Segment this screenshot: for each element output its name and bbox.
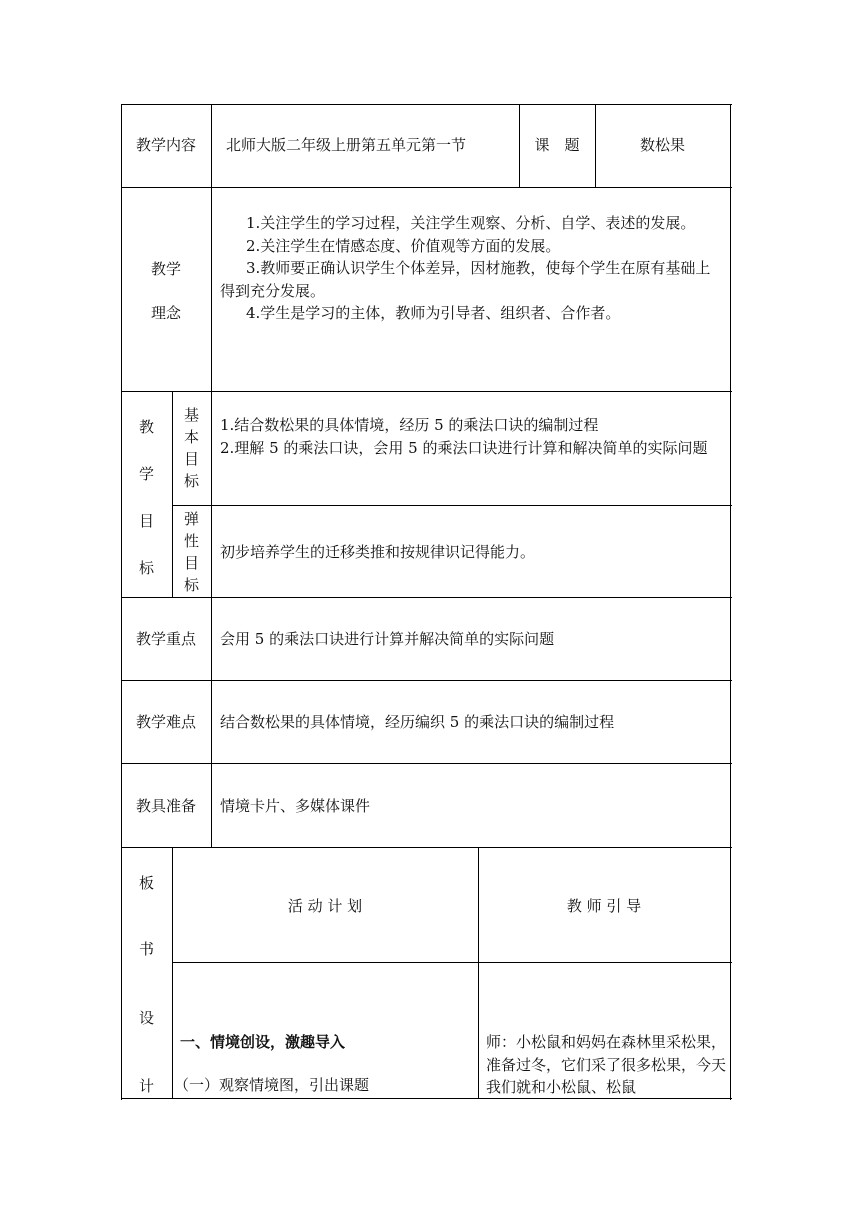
materials-value: 情境卡片、多媒体课件 bbox=[220, 797, 371, 815]
subsection-heading: （一）观察情境图，引出课题 bbox=[174, 1076, 370, 1094]
philosophy-text bbox=[220, 212, 725, 325]
key-point-value: 会用 5 的乘法口诀进行计算并解决简单的实际问题 bbox=[220, 630, 555, 648]
board-char: 计 bbox=[138, 1077, 154, 1095]
board-char: 板 bbox=[138, 874, 154, 892]
difficulty-value: 结合数松果的具体情境，经历编织 5 的乘法口诀的编制过程 bbox=[220, 713, 615, 731]
board-char: 书 bbox=[138, 940, 154, 958]
flex-goal-label: 弹 性 目 标 bbox=[183, 510, 199, 594]
content-label: 教学内容 bbox=[135, 136, 196, 154]
difficulty-label: 教学难点 bbox=[135, 713, 196, 731]
philosophy-label-2: 理念 bbox=[150, 304, 181, 322]
content-value: 北师大版二年级上册第五单元第一节 bbox=[226, 136, 467, 154]
section-heading: 一、情境创设，激趣导入 bbox=[180, 1033, 346, 1051]
teacher-guidance-text: 师：小松鼠和妈妈在森林里采松果，准备过冬，它们采了很多松果，今天我们就和小松鼠、松鼠 bbox=[486, 1033, 727, 1096]
philosophy-item: 1.关注学生的学习过程，关注学生观察、分析、自学、表述的发展。 bbox=[246, 214, 696, 232]
materials-label: 教具准备 bbox=[135, 797, 196, 815]
basic-goal-item: 2.理解 5 的乘法口诀，会用 5 的乘法口诀进行计算和解决简单的实际问题 bbox=[220, 438, 708, 457]
philosophy-label-1: 教学 bbox=[150, 260, 181, 278]
basic-goal-label: 基 本 目 标 bbox=[183, 406, 199, 490]
basic-goal-text bbox=[220, 414, 725, 459]
teacher-header: 教 师 引 导 bbox=[566, 897, 642, 915]
board-char: 设 bbox=[138, 1009, 154, 1027]
basic-goal-item: 1.结合数松果的具体情境，经历 5 的乘法口诀的编制过程 bbox=[220, 416, 599, 434]
philosophy-item: 3.教师要正确认识学生个体差异，因材施教，使每个学生在原有基础上得到充分发展。 bbox=[220, 259, 711, 300]
key-point-label: 教学重点 bbox=[135, 630, 196, 648]
philosophy-item: 2.关注学生在情感态度、价值观等方面的发展。 bbox=[246, 236, 561, 255]
activity-header: 活 动 计 划 bbox=[287, 897, 363, 915]
topic-label: 课 题 bbox=[534, 136, 580, 154]
topic-value: 数松果 bbox=[639, 136, 685, 154]
flex-goal-text: 初步培养学生的迁移类推和按规律识记得能力。 bbox=[220, 543, 536, 561]
goals-label: 教 学 目 标 bbox=[138, 418, 154, 577]
philosophy-item: 4.学生是学习的主体，教师为引导者、组织者、合作者。 bbox=[246, 304, 621, 322]
